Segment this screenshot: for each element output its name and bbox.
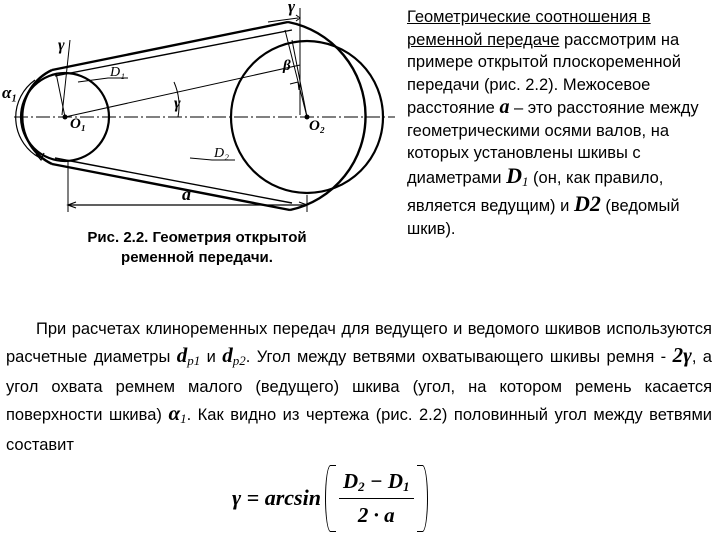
belt-straight-branches <box>52 22 290 210</box>
main-dp1-sub: p1 <box>187 353 201 368</box>
figure-caption <box>52 228 342 268</box>
side-part4: (ведомый шкив). <box>407 197 680 238</box>
formula-paren <box>327 469 426 528</box>
main-dp2-sub: p2 <box>232 353 246 368</box>
right-angle-mark <box>290 82 299 90</box>
main-alpha-sub: 1 <box>180 411 187 426</box>
formula-fraction <box>327 469 426 528</box>
side-paragraph <box>407 6 713 240</box>
formula-gamma <box>232 462 426 534</box>
label-D1: D₁ <box>110 65 125 80</box>
gamma-arrow-top <box>268 15 300 22</box>
label-a: a <box>182 184 191 204</box>
side-part2: – это расстояние между геометрическими осями валов, на которых установлены шкивы с диаметрами <box>407 99 699 187</box>
label-D2: D₂ <box>214 146 229 161</box>
side-sym-D2: D2 <box>573 191 601 216</box>
main-alpha: α <box>168 401 181 425</box>
main-part2: . Угол между ветвями охватывающего шкивы ремня - <box>245 348 673 366</box>
side-sym-D1: D <box>506 162 522 188</box>
side-part3: (он, как правило, является ведущим) и <box>407 168 664 215</box>
main-and: и <box>200 348 223 366</box>
belt-drive-figure <box>0 0 400 230</box>
caption-text: . 2.2. Геометрия открытой ременной передачи. <box>114 229 307 266</box>
num-minus: − <box>364 468 388 493</box>
label-alpha1: α₁ <box>2 83 18 102</box>
num-D1-sub: 1 <box>403 478 410 494</box>
main-part3: , а угол охвата ремнем малого (ведущего) шкива (угол, на котором ремень касается поверхности шкива) <box>6 348 712 424</box>
caption-label: Рис <box>87 229 115 246</box>
side-sym-a: a <box>499 96 510 118</box>
formula-denominator: 2 · a <box>357 502 395 527</box>
main-part1: При расчетах клиноременных передач для ведущего и ведомого шкивов используются расчетные диаметры <box>6 320 712 366</box>
side-part1: рассмотрим на примере открытой плоскоременной передачи (рис. 2.2). Межосевое расстояние <box>407 30 682 117</box>
formula-lhs: γ = arcsin <box>232 485 321 510</box>
num-D2: D <box>342 468 359 493</box>
label-O1: O₁ <box>70 116 87 132</box>
main-part4: . Как видно из чертежа (рис. 2.2) половинный угол между ветвями составит <box>6 406 712 454</box>
main-dp2: d <box>222 343 233 367</box>
label-gamma-mid: γ <box>174 95 181 112</box>
label-gamma-left: γ <box>58 37 65 54</box>
main-paragraph <box>6 316 712 458</box>
label-gamma-top: γ <box>288 0 296 16</box>
label-beta: β <box>283 58 291 74</box>
num-D2-sub: 2 <box>358 478 365 494</box>
formula-numerator <box>339 469 414 499</box>
num-D1: D <box>387 468 404 493</box>
main-two-gamma: 2γ <box>672 343 692 367</box>
side-underlined: Геометрические соотношения в ременной передаче <box>407 8 651 49</box>
label-O2: O₂ <box>309 118 326 134</box>
main-dp1: d <box>176 343 188 367</box>
side-sub-D1: 1 <box>521 173 529 189</box>
